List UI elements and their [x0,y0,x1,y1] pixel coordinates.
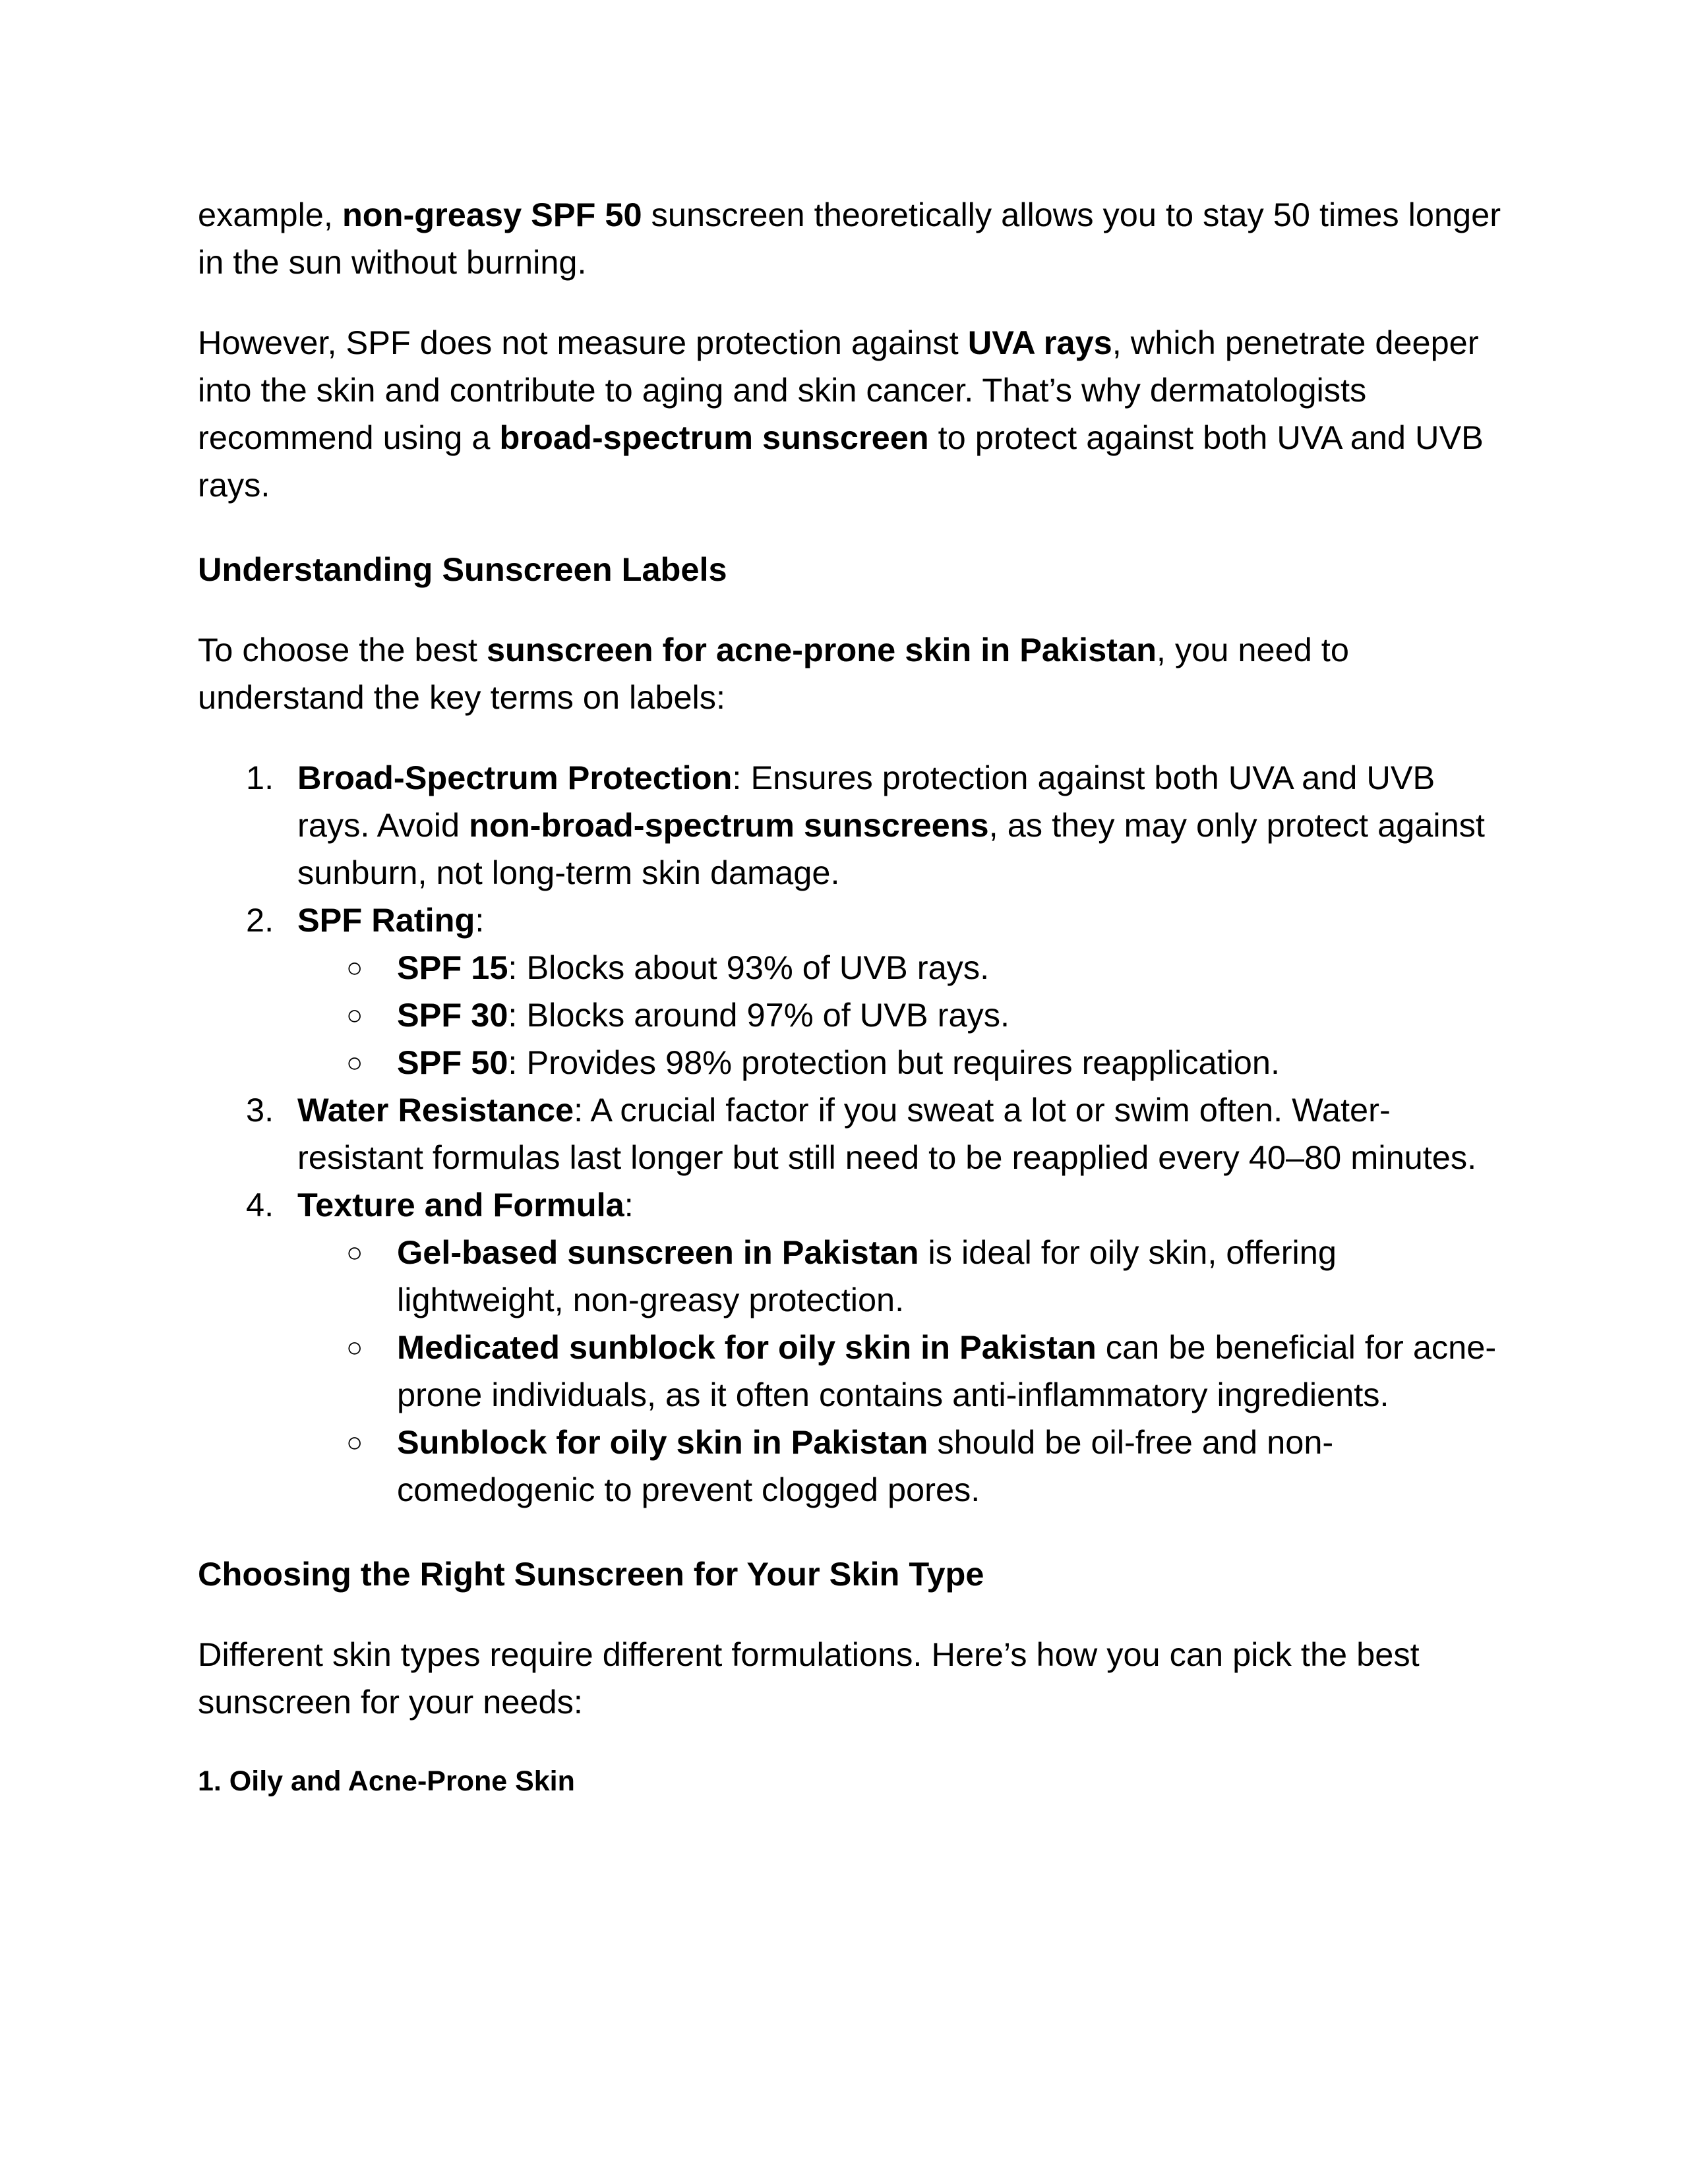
list-item-title: SPF Rating [297,901,475,939]
bold-text-run: non-broad-spectrum sunscreens [469,806,989,844]
list-item-title: Water Resistance [297,1091,574,1129]
text-run: : [624,1186,634,1224]
hollow-bullet-icon: ○ [346,999,363,1030]
text-run: However, SPF does not measure protection against [198,324,968,361]
list-item [198,897,1503,1086]
intro-paragraph-spf50 [198,191,1503,286]
label-terms-list [198,754,1503,1514]
list-item-title: Texture and Formula [297,1186,624,1224]
bold-text-run: Gel-based sunscreen in Pakistan [397,1233,919,1271]
section-heading-labels: Understanding Sunscreen Labels [198,550,727,588]
sublist-item [297,1039,1503,1086]
hollow-bullet-icon: ○ [346,1237,363,1268]
text-run: , as they may only protect against sunburn, not long-term skin damage. [297,806,1485,891]
list-number: 3. [246,1091,274,1129]
sublist-item [297,1419,1503,1514]
list-item [198,1086,1503,1181]
text-run: sunscreen theoretically allows you to stay 50 times longer in the sun without burning. [198,196,1501,281]
text-run: : A crucial factor if you sweat a lot or swim often. Water-resistant formulas last longer but still need to be reapplied every 40–80 minutes. [297,1091,1477,1176]
sublist-item [297,1324,1503,1419]
hollow-bullet-icon: ○ [346,1427,363,1458]
bold-text-run: SPF 50 [397,1044,508,1081]
subsection-heading-oily-skin: 1. Oily and Acne-Prone Skin [198,1765,575,1797]
text-run: , you need to understand the key terms on labels: [198,631,1349,716]
text-run: example, [198,196,342,233]
hollow-bullet-icon: ○ [346,1332,363,1363]
intro-paragraph-uva [198,319,1503,509]
sublist-item [297,1229,1503,1324]
text-run: : Blocks around 97% of UVB rays. [508,996,1010,1034]
document-page [198,191,1503,1801]
text-run: To choose the best [198,631,487,668]
list-number: 1. [246,759,274,796]
bold-text-run: Sunblock for oily skin in Pakistan [397,1423,928,1461]
bold-text-run: SPF 15 [397,949,508,986]
text-run: should be oil-free and non-comedogenic to prevent clogged pores. [397,1423,1334,1508]
list-item [198,1181,1503,1514]
bold-text-run: sunscreen for acne-prone skin in Pakistan [486,631,1157,668]
text-run: : [475,901,485,939]
texture-formula-sublist [297,1229,1503,1514]
spf-rating-sublist [297,944,1503,1086]
bold-text-run: UVA rays [967,324,1112,361]
sublist-item [297,991,1503,1039]
text-run: : Provides 98% protection but requires reapplication. [508,1044,1280,1081]
list-item [198,754,1503,897]
text-run: : Blocks about 93% of UVB rays. [508,949,990,986]
text-run: : Ensures protection against both UVA and UVB rays. Avoid [297,759,1435,844]
text-run: to protect against both UVA and UVB rays. [198,419,1484,504]
bold-text-run: broad-spectrum sunscreen [499,419,929,456]
sublist-item [297,944,1503,991]
text-run: is ideal for oily skin, offering lightweight, non-greasy protection. [397,1233,1337,1318]
section-heading-skin-type: Choosing the Right Sunscreen for Your Skin Type [198,1555,984,1593]
bold-text-run: SPF 30 [397,996,508,1034]
list-number: 4. [246,1186,274,1224]
hollow-bullet-icon: ○ [346,1047,363,1078]
list-number: 2. [246,901,274,939]
section-lead-labels [198,626,1503,721]
section-lead-skin-type: Different skin types require different formulations. Here’s how you can pick the best sunscreen for your needs: [198,1636,1420,1721]
hollow-bullet-icon: ○ [346,952,363,983]
text-run: can be beneficial for acne-prone individuals, as it often contains anti-inflammatory ingredients. [397,1328,1497,1413]
text-run: , which penetrate deeper into the skin and contribute to aging and skin cancer. That’s why dermatologists recommend using a [198,324,1479,456]
bold-text-run: Medicated sunblock for oily skin in Pakistan [397,1328,1097,1366]
list-item-title: Broad-Spectrum Protection [297,759,733,796]
bold-text-run: non-greasy SPF 50 [342,196,642,233]
